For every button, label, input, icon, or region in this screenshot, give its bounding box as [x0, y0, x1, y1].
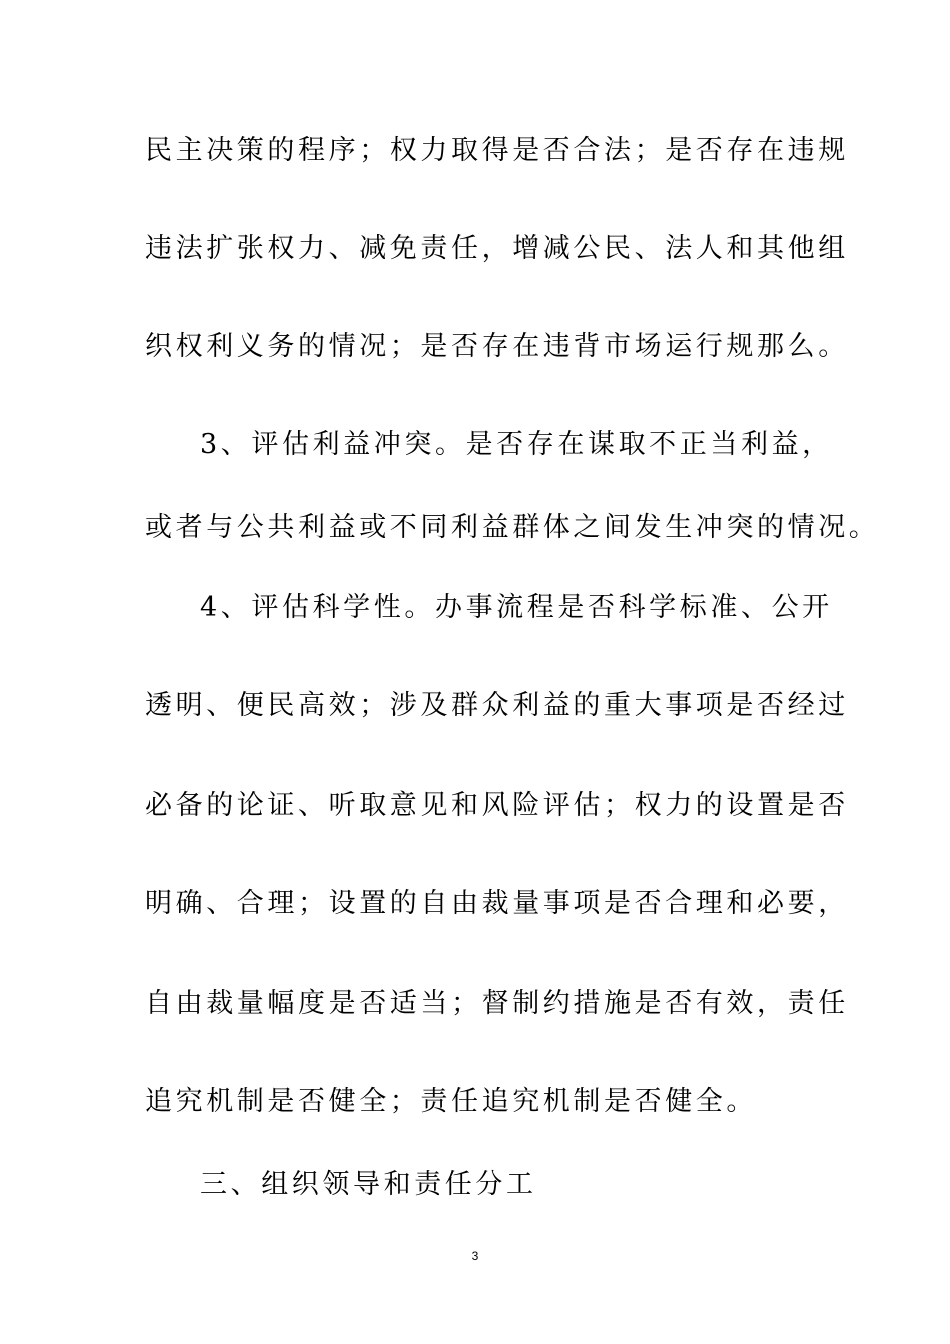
text-line-2: 违法扩张权力、减免责任，增减公民、法人和其他组 [145, 233, 849, 264]
text-line-9: 明确、合理；设置的自由裁量事项是否合理和必要， [145, 888, 849, 919]
section-heading: 三、组织领导和责任分工 [200, 1169, 537, 1200]
text-line-8: 必备的论证、听取意见和风险评估；权力的设置是否 [145, 790, 849, 821]
text-line-3: 织权利义务的情况；是否存在违背市场运行规那么。 [145, 331, 849, 362]
page-number: 3 [471, 1249, 479, 1263]
text-line-10: 自由裁量幅度是否适当；督制约措施是否有效，责任 [145, 988, 849, 1019]
text-line-11: 追究机制是否健全；责任追究机制是否健全。 [145, 1086, 757, 1117]
text-line-5: 或者与公共利益或不同利益群体之间发生冲突的情况。 [145, 512, 880, 543]
text-line-4: 3、评估利益冲突。是否存在谋取不正当利益， [200, 429, 833, 460]
text-line-1: 民主决策的程序；权力取得是否合法；是否存在违规 [145, 135, 849, 166]
text-line-6: 4、评估科学性。办事流程是否科学标准、公开 [200, 592, 833, 623]
text-line-7: 透明、便民高效；涉及群众利益的重大事项是否经过 [145, 690, 849, 721]
